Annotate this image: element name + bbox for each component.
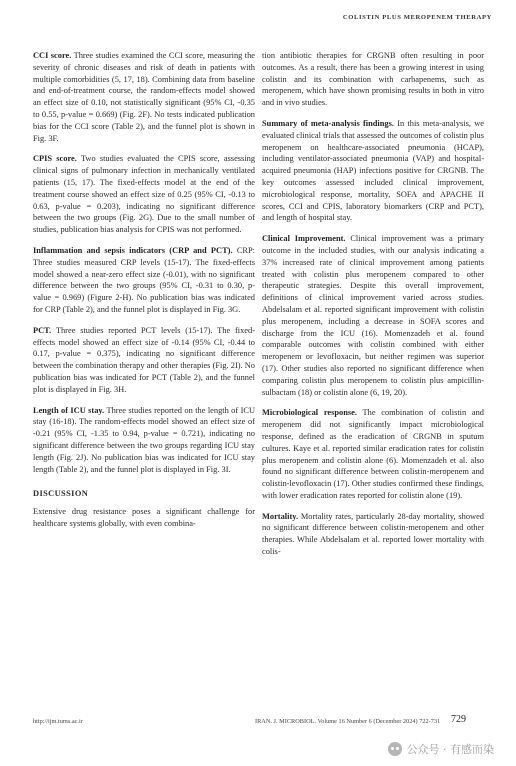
page-footer bbox=[33, 714, 492, 728]
paragraph-cci-score bbox=[33, 50, 255, 144]
paragraph-cpis-score bbox=[33, 153, 255, 236]
running-header: COLISTIN PLUS MEROPENEM THERAPY bbox=[342, 14, 492, 21]
text-cpis-score: Two studies evaluated the CPIS score, assessing clinical signs of pulmonary infection in mechanically ventilated patients (15, 17). The fixed-effects model at the end of the treatment course showed an effect size of 0.25 (95% CI, -0.13 to 0.63, p-value = 0.203), indicating no significant difference between the two groups (Fig. 2G). Due to the small number of studies, publication bias analysis for CPIS was not performed. bbox=[33, 154, 256, 235]
paragraph-summary bbox=[262, 118, 484, 224]
heading-microbiological-response: Microbiological response. bbox=[262, 408, 357, 418]
heading-clinical-improvement: Clinical Improvement. bbox=[262, 234, 346, 244]
heading-icu-stay: Length of ICU stay. bbox=[33, 405, 105, 415]
text-cci-score: Three studies examined the CCI score, measuring the severity of chronic diseases and risk of death in patients with multiple comorbidities (5, 17, 18). Combining data from baseline and end-of-treatment course, the random-effects model showed an effect size of 0.10, not statistically significant (95% CI, -0.35 to 0.55, p-value = 0.669) (Fig. 2F). No tests indicated publication bias for the CCI score (Table 2), and the funnel plot is shown in Fig. 3F. bbox=[33, 51, 255, 143]
paragraph-crp bbox=[33, 245, 255, 316]
section-heading-discussion: DISCUSSION bbox=[33, 489, 89, 499]
watermark bbox=[388, 741, 495, 757]
heading-pct: PCT. bbox=[33, 325, 52, 335]
text-microbiological-response: The combination of colistin and meropenem did not significantly impact microbiological response, defined as the eradication of CRGNB in sputum cultures. Kaye et al. reported similar eradication rates for colistin plus meropenem and colistin alone (6). Momenzadeh et al. also found no significant difference between colistin-meropenem and colistin-levofloxacin (17). Other studies confirmed these findings, with lower eradication rates reported for colistin alone (19). bbox=[262, 408, 484, 500]
text-pct: Three studies reported PCT levels (15-17). The fixed-effects model showed an effect size of -0.14 (95% CI, -0.44 to 0.17, p-value = 0.375), indicating no significant difference between the combination therapy and other therapies (Fig. 2I). No publication bias was indicated for PCT (Table 2), and the funnel plot is displayed in Fig. 3H. bbox=[33, 325, 255, 394]
paragraph-discussion-start: Extensive drug resistance poses a significant challenge for healthcare systems globally, with even combina- bbox=[33, 507, 255, 529]
text-mortality: Mortality rates, particularly 28-day mortality, showed no significant difference between colistin-meropenem and other therapies. While Abdelsalam et al. reported lower mortality with colis- bbox=[262, 511, 484, 557]
footer-journal-citation: IRAN. J. MICROBIOL. Volume 16 Number 6 (December 2024) 722-731 bbox=[255, 718, 441, 725]
heading-inflammation: Inflammation and sepsis indicators (CRP and PCT). bbox=[33, 245, 233, 255]
text-icu-stay: Three studies reported on the length of ICU stay (16-18). The random-effects model showed an effect size of -0.21 (95% CI, -1.35 to 0.94, p-value = 0.721), indicating no significant difference between the two groups regarding ICU stay length (Fig. 2J). No publication bias was indicated for ICU stay length (Table 2), and the funnel plot is displayed in Fig. 3I. bbox=[33, 405, 255, 474]
paragraph-microbiological-response bbox=[262, 407, 484, 501]
paragraph-icu-stay bbox=[33, 405, 255, 476]
watermark-text: 公众号 · 有感而染 bbox=[406, 743, 494, 756]
footer-url-link[interactable]: http://ijm.tums.ac.ir bbox=[33, 718, 83, 725]
paragraph-pct bbox=[33, 325, 255, 396]
heading-cpis-score: CPIS score. bbox=[33, 154, 77, 164]
text-summary: In this meta-analysis, we evaluated clinical trials that assessed the outcomes of colistin plus meropenem on healthcare-associated pneumonia (HCAP), including ventilator-associated pneumonia (VAP) and hospital-acquired pneumonia (HAP) infections positive for CRGNB. The key outcomes assessed included clinical improvement, microbiological response, mortality, SOFA and APACHE II scores, CCI and CPIS, laboratory biomarkers (CRP and PCT), and length of hospital stay. bbox=[262, 118, 484, 223]
paragraph-continuation: tion antibiotic therapies for CRGNB often resulting in poor outcomes. As a result, there has been a growing interest in using colistin and its combination with carbapenems, such as meropenem, which have shown promising results in both in vitro and in vivo studies. bbox=[262, 51, 484, 108]
page-number: 729 bbox=[451, 714, 466, 725]
heading-cci-score: CCI score. bbox=[33, 51, 72, 60]
heading-mortality: Mortality. bbox=[262, 511, 299, 521]
heading-summary: Summary of meta-analysis findings. bbox=[262, 118, 394, 128]
text-crp: CRP: Three studies measured CRP levels (15-17). The fixed-effects model showed a near-zero effect size (-0.01), with no significant difference between the two groups (95% CI, -0.31 to 0.30, p-value = 0.969) (Figure 2-H). No publication bias was indicated for CRP (Table 2), and the funnel plot is displayed in Fig. 3G. bbox=[33, 245, 255, 314]
wechat-icon bbox=[388, 742, 402, 756]
left-column bbox=[33, 50, 255, 539]
text-clinical-improvement: Clinical improvement was a primary outcome in the included studies, with our analysis indicating a 37% increased rate of clinical improvement among patients treated with colistin plus meropenem compared to other therapeutic strategies. Despite this overall improvement, definitions of clinical improvement varied across studies. Abdelsalam et al. reported significant improvement with colistin plus meropenem, including a decrease in SOFA scores and discharge from the ICU (16). Momenzadeh et al. found comparable outcomes with colistin combined with either meropenem or levofloxacin, but neither regimen was superior (17). Other studies also reported no significant difference when comparing colistin plus meropenem to colistin plus ampicillin-sulbactam (18) or colistin alone (6, 19, 20). bbox=[262, 234, 484, 397]
right-column bbox=[262, 50, 484, 567]
paragraph-mortality bbox=[262, 511, 484, 558]
paragraph-clinical-improvement bbox=[262, 233, 484, 398]
